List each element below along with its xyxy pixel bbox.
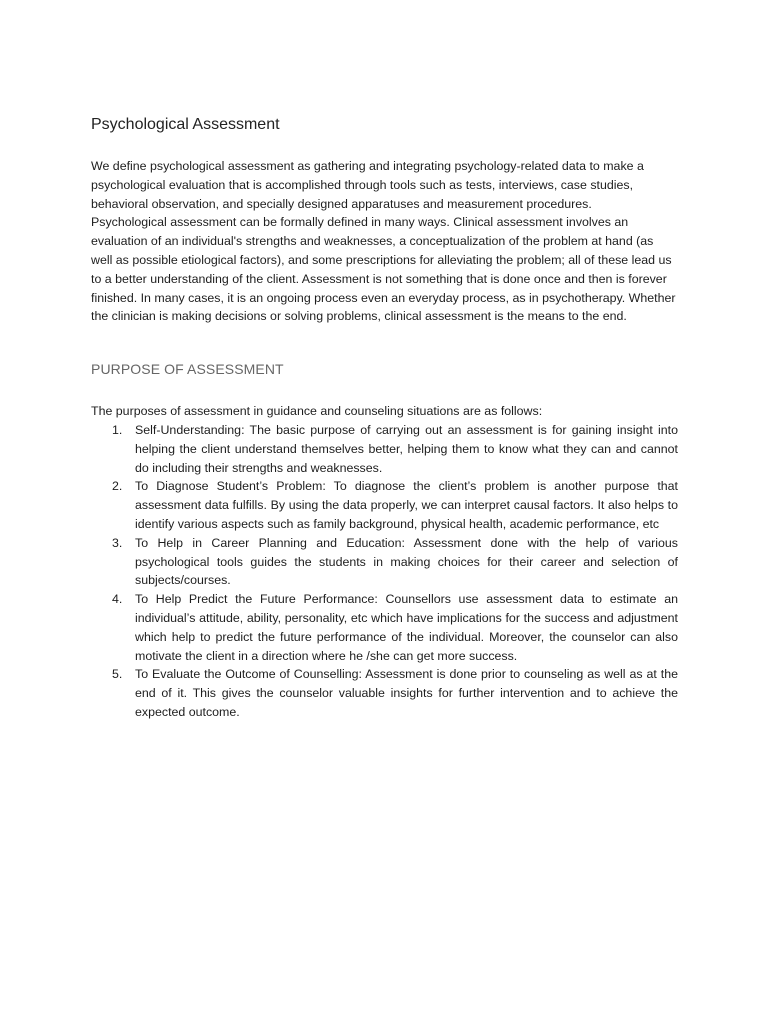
list-item-text: To Help in Career Planning and Education: Assessment done with the help of various psychological tools guides the students in making choices for their career and selection of subjects/courses. <box>135 535 678 588</box>
list-item-number: 1. <box>112 422 123 437</box>
section-heading: PURPOSE OF ASSESSMENT <box>91 361 284 378</box>
clinical-assessment-paragraph: Psychological assessment can be formally defined in many ways. Clinical assessment involves an evaluation of an individual's strengths and weaknesses, a conceptualization of the problem at hand (as well as possible etiological factors), and some prescriptions for alleviating the problem; all of these lead us to a better understanding of the client. Assessment is not something that is done once and then is forever finished. In many cases, it is an ongoing process even an everyday process, as in psychotherapy. Whether the clinician is making decisions or solving problems, clinical assessment is the means to the end. <box>91 215 676 324</box>
list-item <box>91 421 678 477</box>
list-item-number: 4. <box>112 592 123 607</box>
list-item-number: 3. <box>112 535 123 550</box>
list-item <box>91 534 678 590</box>
list-item-number: 2. <box>112 479 123 494</box>
section-intro: The purposes of assessment in guidance and counseling situations are as follows: <box>91 404 543 419</box>
list-item <box>91 665 678 721</box>
list-item-text: To Diagnose Student’s Problem: To diagnose the client’s problem is another purpose that assessment data fulfills. By using the data properly, we can interpret causal factors. It also helps to identify various aspects such as family background, physical health, academic performance, etc <box>135 479 678 531</box>
definition-paragraph: We define psychological assessment as gathering and integrating psychology-related data to make a psychological evaluation that is accomplished through tools such as tests, interviews, case studies, behavioral observation, and specially designed apparatuses and measurement procedures. <box>91 159 644 211</box>
list-item <box>91 590 678 665</box>
list-item-text: To Help Predict the Future Performance: Counsellors use assessment data to estimate an individual’s attitude, ability, personality, etc which have implications for the success and adjustment which help to predict the future performance of the individual. Moreover, the counselor can also motivate the client in a direction where he /she can get more success. <box>135 592 678 663</box>
document-title: Psychological Assessment <box>91 116 280 133</box>
document-page <box>91 113 678 722</box>
purpose-list <box>91 421 678 722</box>
list-item-text: To Evaluate the Outcome of Counselling: Assessment is done prior to counseling as well as at the end of it. This gives the counselor valuable insights for further intervention and to achieve the expected outcome. <box>135 667 678 719</box>
list-item-number: 5. <box>112 667 123 682</box>
list-item-text: Self-Understanding: The basic purpose of carrying out an assessment is for gaining insight into helping the client understand themselves better, helping them to know what they can and cannot do including their strengths and weaknesses. <box>135 422 678 475</box>
list-item <box>91 477 678 533</box>
